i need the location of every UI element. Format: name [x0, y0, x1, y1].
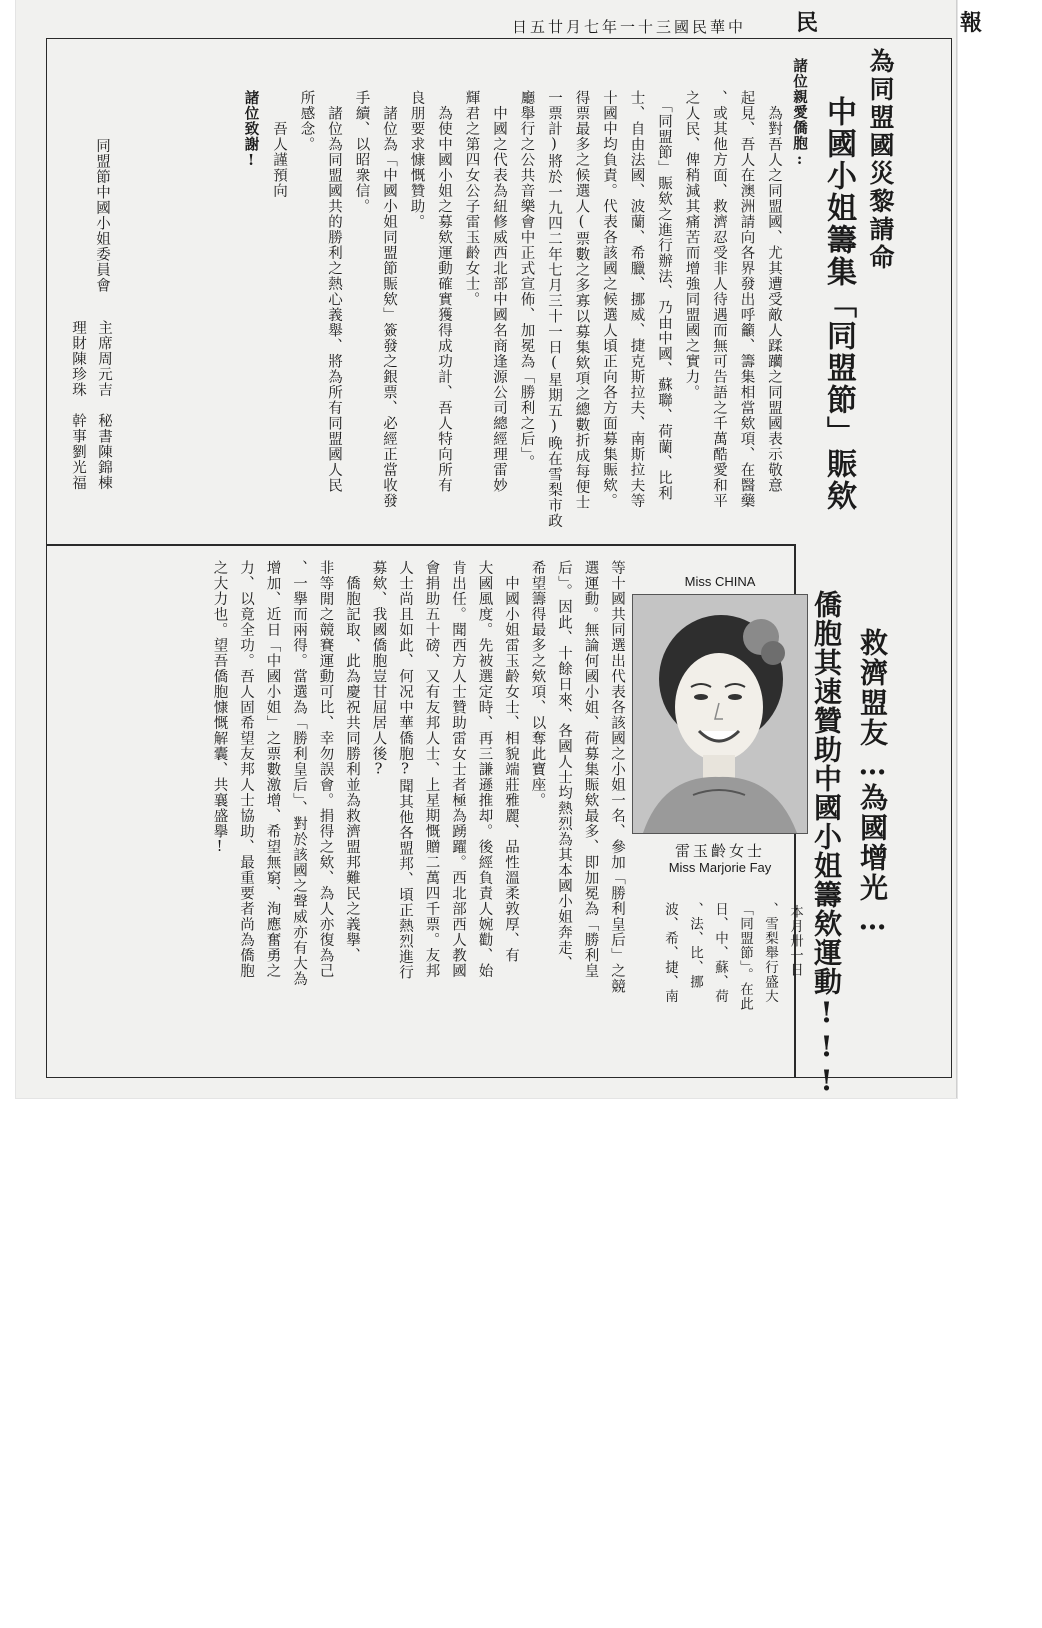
letter-column: 十國中均負責。代表各該國之候選人頃正向各方面募集賑欸。	[601, 90, 617, 509]
article-column: 后」。因此、十餘日來、各國人士均熱烈為其本國小姐奔走、	[556, 560, 572, 972]
article-column: 、雪梨舉行盛大	[762, 902, 778, 1004]
article-column: 人士尚且如此、何况中華僑胞?聞其他各盟邦、頃正熱烈進行	[397, 560, 413, 980]
article-column: 選運動。無論何國小姐、荷募集賑欸最多、即加冕為「勝利皇	[582, 560, 599, 979]
article-column: 肯出任。聞西方人士贊助雷女士者極為踴躍。西北部西人教國	[450, 560, 466, 979]
dateline: 中華民國三十一年七月廿五日	[512, 18, 747, 36]
photo-caption-top: Miss CHINA	[684, 574, 756, 589]
article-column: 力、以竟全功。吾人固希望友邦人士協助、最重要者尚為僑胞	[238, 560, 254, 979]
letter-column: 中國之代表為紐修威西北部中國名商逢源公司總經理雷妙	[491, 90, 507, 493]
letter-column: 、或其他方面、救濟忍受非人待遇而無可告語之千萬酷愛和平	[711, 90, 727, 509]
slogan-relief: 救濟盟友…為國增光…	[856, 628, 889, 938]
letter-column: 之人民、俾稍減其痛苦而增強同盟國之實力。	[683, 90, 700, 400]
letter-salutation: 諸位親愛僑胞:	[791, 58, 808, 169]
letter-column: 諸位為同盟國共的勝利之熱心義舉、將為所有同盟國人民	[326, 90, 342, 493]
letter-column: 一票計)將於一九四二年七月三十一日(星期五)晚在雪梨市政	[546, 90, 562, 529]
letter-column: 得票最多之候選人(票數之多寡以募集欸項之總數折成每便士	[573, 90, 590, 510]
letter-column: 吾人謹預向	[271, 90, 287, 199]
letter-column: 諸位為「中國小姐同盟節賑欸」簽發之銀票、必經正當收發	[381, 90, 397, 509]
article-column: 增加、近日「中國小姐」之票數激增、希望無窮、洵應奮勇之	[264, 560, 281, 979]
article-column: 「同盟節」。在此	[737, 902, 753, 1012]
article-column: 募欸、我國僑胞豈甘屈居人後?	[370, 560, 387, 779]
letter-column: 廳舉行之公共音樂會中正式宣佈、加冕為「勝利之后」。	[518, 90, 535, 471]
portrait-image	[632, 594, 808, 834]
article-column: 會捐助五十磅、又有友邦人士、上星期慨贈二萬四千票。友邦	[423, 560, 440, 979]
article-column: 、法、比、挪	[687, 902, 703, 989]
signers-line-1: 主席周元吉 秘書陳錦棟	[96, 320, 112, 491]
masthead: 民 報	[796, 10, 1042, 36]
committee-name: 同盟節中國小姐委員會	[94, 138, 110, 293]
letter-column: 諸位致謝!	[242, 90, 260, 170]
headline-top: 為同盟國災黎請命	[866, 48, 895, 272]
miss-china-photo	[626, 574, 814, 884]
photo-caption-chinese: 雷玉齡女士	[674, 842, 765, 860]
headline-main: 中國小姐籌集「同盟節」賑欸	[821, 96, 856, 512]
letter-column: 起見、吾人在澳洲請向各界發出呼籲、籌集相當欸項、在醫藥	[738, 90, 755, 509]
newspaper-clipping	[16, 0, 1042, 1098]
letter-column: 士、自由法國、波蘭、希臘、挪威、捷克斯拉夫、南斯拉夫等	[628, 90, 645, 509]
signers-line-2: 理財陳珍珠 幹事劉光福	[70, 320, 86, 491]
article-column: 非等閒之競賽運動可比、幸勿誤會。捐得之欸、為人亦復為己	[317, 560, 334, 979]
article-column: 日、中、蘇、荷	[712, 902, 728, 1004]
article-column: 波、希、捷、南	[662, 902, 678, 1004]
letter-column: 輝君之第四女公子雷玉齡女士。	[463, 90, 480, 307]
article-column: 本月卅一日	[787, 890, 803, 977]
letter-column: 手續、以昭衆信。	[353, 90, 370, 214]
article-column: 大國風度。先被選定時、再三謙遜推却。後經負責人婉勸、始	[476, 560, 493, 979]
letter-column: 為對吾人之同盟國、尤其遭受敵人蹂躪之同盟國表示敬意	[766, 90, 782, 493]
article-column: 之大力也。望吾僑胞慷慨解囊、共襄盛擧!	[211, 560, 228, 856]
letter-column: 良朋要求慷慨贊助。	[408, 90, 425, 230]
article-column: 中國小姐雷玉齡女士、相貌端莊雅麗、品性溫柔敦厚、有	[503, 560, 519, 963]
letter-column: 所感念。	[298, 90, 315, 152]
article-column: 希望籌得最多之欸項、以奪此寶座。	[529, 560, 546, 808]
letter-column: 為使中國小姐之募欸運動確實獲得成功計、吾人特向所有	[436, 90, 452, 493]
letter-column: 「同盟節」賑欸之進行辦法、乃由中國、蘇聯、荷蘭、比利	[656, 90, 672, 502]
article-column: 僑胞記取、此為慶祝共同勝利並為救濟盟邦難民之義擧、	[344, 560, 360, 963]
section-divider	[46, 544, 794, 546]
article-column: 、一擧而兩得。當選為「勝利皇后」、對於該國之聲威亦有大為	[291, 560, 307, 987]
photo-caption-english: Miss Marjorie Fay	[668, 860, 772, 875]
slogan-support: 僑胞其速贊助中國小姐籌欸運動!!!	[810, 590, 843, 1098]
article-column: 等十國共同選出代表各該國之小姐一名、參加「勝利皇后」之競	[609, 560, 625, 994]
